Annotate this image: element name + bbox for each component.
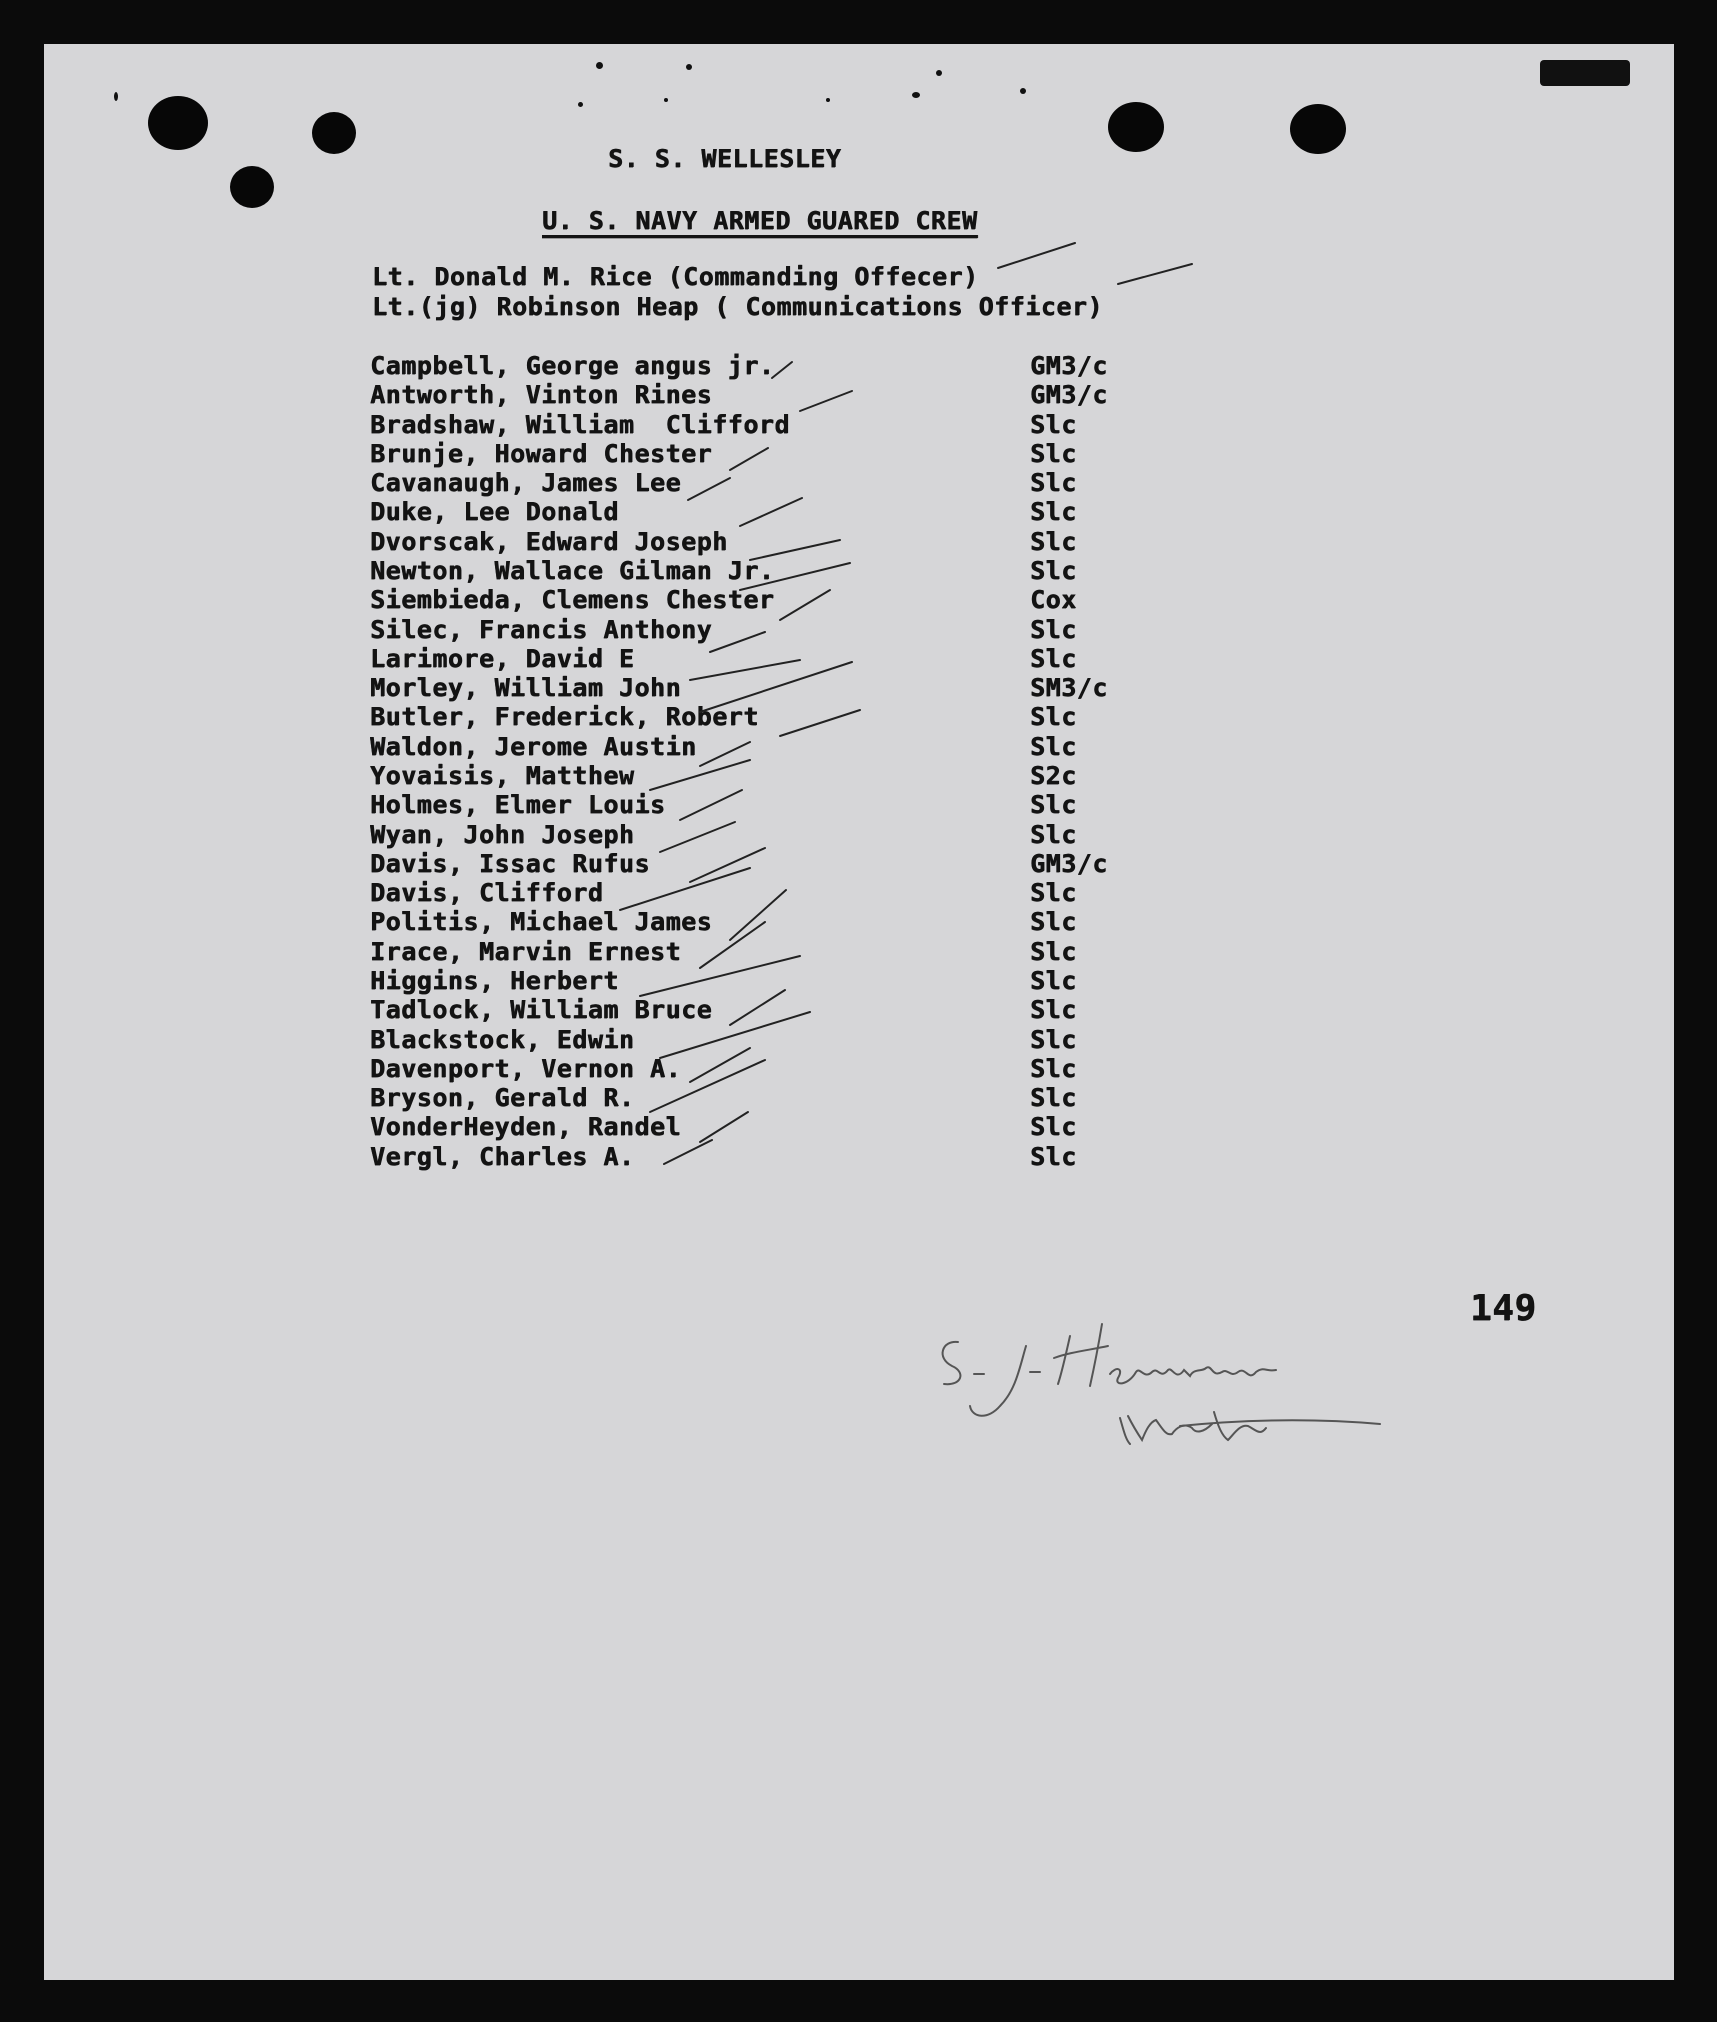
- crew-rating: Slc: [1030, 1083, 1077, 1112]
- crew-name: Brunje, Howard Chester: [370, 439, 713, 468]
- crew-rating: SM3/c: [1030, 673, 1108, 702]
- crew-list-title: U. S. NAVY ARMED GUARED CREW: [542, 206, 978, 235]
- crew-rating: GM3/c: [1030, 351, 1108, 380]
- crew-rating: Slc: [1030, 527, 1077, 556]
- crew-name: Silec, Francis Anthony: [370, 615, 713, 644]
- crew-name: Higgins, Herbert: [370, 966, 619, 995]
- crew-name: Vergl, Charles A.: [370, 1142, 635, 1171]
- crew-name: Larimore, David E: [370, 644, 635, 673]
- crew-name: Antworth, Vinton Rines: [370, 380, 713, 409]
- crew-rating: Slc: [1030, 907, 1077, 936]
- crew-rating: Slc: [1030, 878, 1077, 907]
- crew-rating: S2c: [1030, 761, 1077, 790]
- crew-rating: Slc: [1030, 439, 1077, 468]
- crew-rating: Slc: [1030, 1054, 1077, 1083]
- crew-rating: Slc: [1030, 995, 1077, 1024]
- crew-rating: Slc: [1030, 556, 1077, 585]
- crew-name: Blackstock, Edwin: [370, 1025, 635, 1054]
- crew-rating: GM3/c: [1030, 380, 1108, 409]
- crew-name: Newton, Wallace Gilman Jr.: [370, 556, 775, 585]
- crew-name: Bryson, Gerald R.: [370, 1083, 635, 1112]
- crew-rating: Slc: [1030, 702, 1077, 731]
- crew-rating: Slc: [1030, 410, 1077, 439]
- officer-line: Lt.(jg) Robinson Heap ( Communications Officer): [372, 292, 1103, 321]
- ship-name: S. S. WELLESLEY: [608, 144, 842, 173]
- crew-rating: Slc: [1030, 497, 1077, 526]
- crew-name: Bradshaw, William Clifford: [370, 410, 790, 439]
- crew-name: Yovaisis, Matthew: [370, 761, 635, 790]
- crew-rating: Slc: [1030, 468, 1077, 497]
- page-number: 149: [1470, 1288, 1537, 1329]
- crew-name: Campbell, George angus jr.: [370, 351, 775, 380]
- crew-rating: Slc: [1030, 1142, 1077, 1171]
- crew-name: Davis, Issac Rufus: [370, 849, 650, 878]
- crew-name: Butler, Frederick, Robert: [370, 702, 759, 731]
- crew-rating: Slc: [1030, 615, 1077, 644]
- crew-name: Morley, William John: [370, 673, 682, 702]
- crew-name: Davis, Clifford: [370, 878, 604, 907]
- crew-name: VonderHeyden, Randel: [370, 1112, 682, 1141]
- crew-rating: Cox: [1030, 585, 1077, 614]
- crew-name: Holmes, Elmer Louis: [370, 790, 666, 819]
- crew-rating: Slc: [1030, 820, 1077, 849]
- master-signature: [930, 1310, 1400, 1460]
- crew-name: Cavanaugh, James Lee: [370, 468, 682, 497]
- crew-name: Duke, Lee Donald: [370, 497, 619, 526]
- crew-name: Siembieda, Clemens Chester: [370, 585, 775, 614]
- crew-name: Waldon, Jerome Austin: [370, 732, 697, 761]
- crew-name: Tadlock, William Bruce: [370, 995, 713, 1024]
- crew-rating: Slc: [1030, 966, 1077, 995]
- crew-rating: Slc: [1030, 1112, 1077, 1141]
- crew-rating: Slc: [1030, 732, 1077, 761]
- crew-rating: Slc: [1030, 1025, 1077, 1054]
- crew-rating: Slc: [1030, 644, 1077, 673]
- check-mark-icon: [620, 243, 1192, 1164]
- crew-name: Wyan, John Joseph: [370, 820, 635, 849]
- crew-rating: Slc: [1030, 790, 1077, 819]
- crew-name: Irace, Marvin Ernest: [370, 937, 682, 966]
- crew-name: Dvorscak, Edward Joseph: [370, 527, 728, 556]
- officer-line: Lt. Donald M. Rice (Commanding Offecer): [372, 262, 979, 291]
- crew-name: Davenport, Vernon A.: [370, 1054, 682, 1083]
- crew-rating: Slc: [1030, 937, 1077, 966]
- crew-name: Politis, Michael James: [370, 907, 713, 936]
- crew-rating: GM3/c: [1030, 849, 1108, 878]
